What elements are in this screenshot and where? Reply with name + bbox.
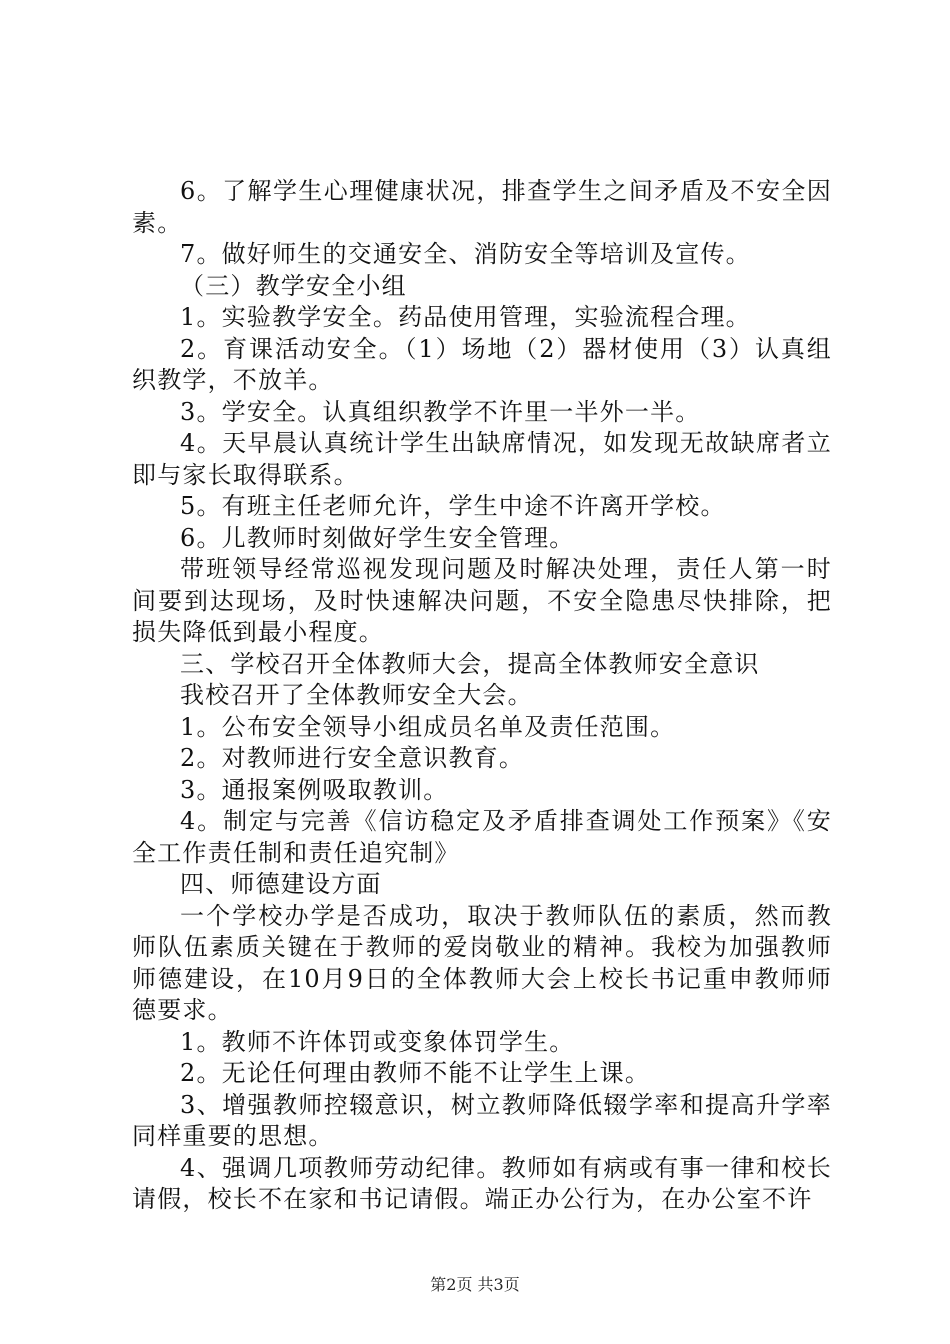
paragraph-4: 1。实验教学安全。药品使用管理，实验流程合理。 xyxy=(180,303,751,331)
paragraph-5: 2。育课活动安全。（1）场地（2）器材使用（3）认真组织教学，不放羊。 xyxy=(132,334,832,394)
paragraph-8: 5。有班主任老师允许，学生中途不许离开学校。 xyxy=(180,492,726,520)
paragraph-2: 7。做好师生的交通安全、消防安全等培训及宣传。 xyxy=(180,240,751,268)
paragraph-9: 6。儿教师时刻做好学生安全管理。 xyxy=(180,523,575,552)
paragraph-18: 一个学校办学是否成功，取决于教师队伍的素质，然而教师队伍素质关键在于教师的爱岗敬业的精神。我校为加强教师师德建设，在10月9日的全体教师大会上校长书记重申教师师德要求。 xyxy=(132,901,832,1024)
section-heading-ethics: 四、师德建设方面 xyxy=(180,870,382,898)
section-heading-staff-meeting: 三、学校召开全体教师大会，提高全体教师安全意识 xyxy=(180,649,760,678)
paragraph-12: 我校召开了全体教师安全大会。 xyxy=(180,681,533,709)
page-footer: 第2页 共3页 xyxy=(430,1275,520,1294)
paragraph-10: 带班领导经常巡视发现问题及时解决处理，责任人第一时间要到达现场，及时快速解决问题，不安全隐患尽快排除，把损失降低到最小程度。 xyxy=(132,555,832,646)
document-body xyxy=(132,176,832,1216)
paragraph-16: 4。制定与完善《信访稳定及矛盾排查调处工作预案》《安全工作责任制和责任追究制》 xyxy=(132,807,832,867)
paragraph-13: 1。公布安全领导小组成员名单及责任范围。 xyxy=(180,712,676,741)
paragraph-22: 4、强调几项教师劳动纪律。教师如有病或有事一律和校长请假，校长不在家和书记请假。端正办公行为，在办公室不许 xyxy=(132,1153,832,1213)
paragraph-15: 3。通报案例吸取教训。 xyxy=(180,775,449,804)
paragraph-19: 1。教师不许体罚或变象体罚学生。 xyxy=(180,1027,575,1056)
paragraph-20: 2。无论任何理由教师不能不让学生上课。 xyxy=(180,1059,651,1087)
paragraph-7: 4。天早晨认真统计学生出缺席情况，如发现无故缺席者立即与家长取得联系。 xyxy=(132,429,832,489)
paragraph-1: 6。了解学生心理健康状况，排查学生之间矛盾及不安全因素。 xyxy=(132,177,832,237)
section-heading-teaching-safety: （三）教学安全小组 xyxy=(180,271,407,300)
paragraph-21: 3、增强教师控辍意识，树立教师降低辍学率和提高升学率同样重要的思想。 xyxy=(132,1090,832,1150)
paragraph-14: 2。对教师进行安全意识教育。 xyxy=(180,744,525,772)
paragraph-6: 3。学安全。认真组织教学不许里一半外一半。 xyxy=(180,397,701,426)
